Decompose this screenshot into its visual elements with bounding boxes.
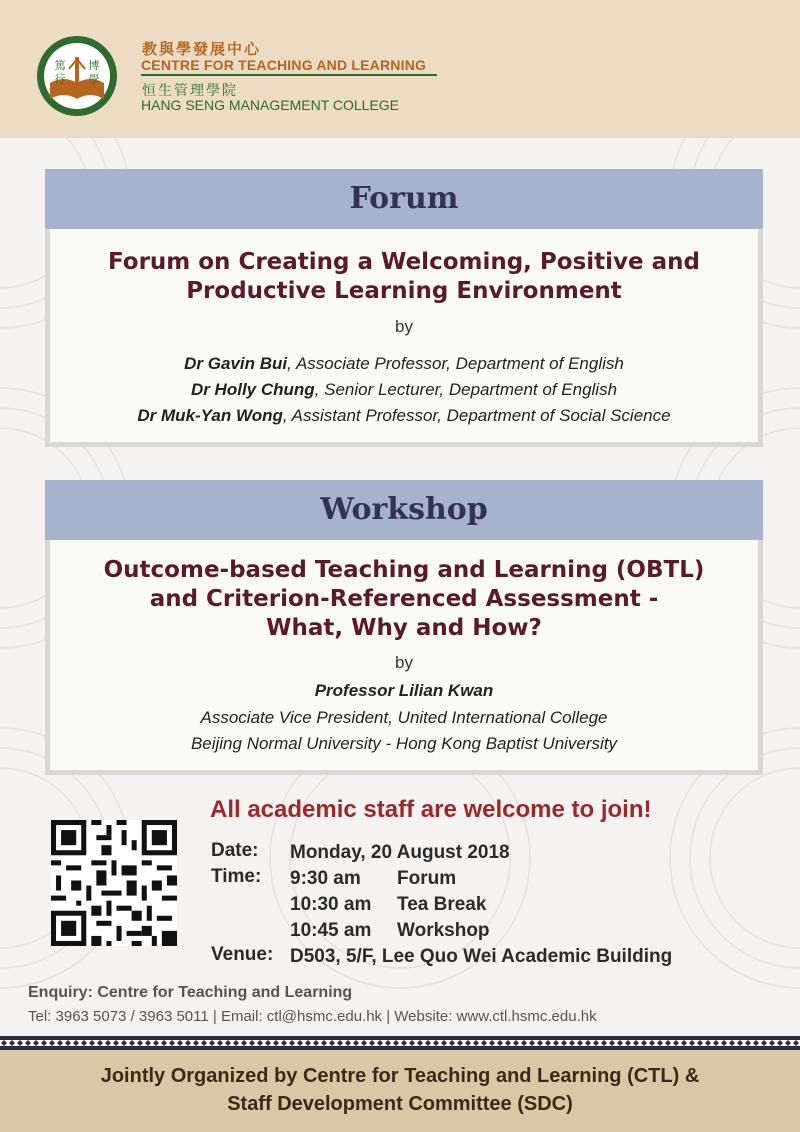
schedule-time: 10:30 am (290, 894, 372, 915)
forum-heading: Forum (349, 181, 459, 216)
logo-char-2: 博 (88, 59, 100, 72)
schedule-item: Forum (397, 868, 457, 889)
workshop-heading-bar (45, 480, 763, 540)
speaker-name: Dr Gavin Bui (184, 354, 288, 373)
welcome-message: All academic staff are welcome to join! (210, 796, 652, 823)
workshop-title-line-1: Outcome-based Teaching and Learning (OBTL) (103, 557, 705, 583)
footer-line-2: Staff Development Committee (SDC) (227, 1093, 573, 1115)
logo-char-4: 學 (88, 73, 100, 86)
footer-line-1: Jointly Organized by Centre for Teaching and Learning (CTL) & (100, 1065, 700, 1087)
logo-char-3: 行 (54, 73, 66, 86)
forum-by: by (395, 317, 413, 336)
workshop-by: by (395, 653, 413, 672)
date-label: Date: (211, 840, 259, 861)
speaker-role: , Assistant Professor, Department of Social Science (282, 406, 671, 425)
forum-title-line-2: Productive Learning Environment (186, 278, 622, 304)
workshop-heading: Workshop (320, 492, 488, 527)
schedule-time: 9:30 am (290, 868, 361, 889)
speaker-role: , Associate Professor, Department of English (287, 354, 624, 373)
schedule-item: Workshop (397, 920, 490, 941)
forum-heading-bar (45, 169, 763, 229)
date-value: Monday, 20 August 2018 (290, 842, 510, 863)
forum-speaker (50, 380, 758, 400)
decorative-border (0, 1036, 800, 1050)
header-divider (141, 74, 437, 76)
venue-label: Venue: (211, 944, 274, 965)
forum-panel (45, 169, 763, 447)
forum-speaker (50, 354, 758, 374)
venue-value: D503, 5/F, Lee Quo Wei Academic Building (290, 946, 673, 967)
centre-chinese-name: 教與學發展中心 (142, 40, 262, 58)
college-english-name: HANG SENG MANAGEMENT COLLEGE (141, 97, 400, 113)
schedule-item: Tea Break (397, 894, 487, 915)
speaker-name: Dr Holly Chung (190, 380, 315, 399)
forum-title-line-1: Forum on Creating a Welcoming, Positive and (107, 249, 700, 275)
enquiry-contacts[interactable]: Tel: 3963 5073 / 3963 5011 | Email: ctl@hsmc.edu.hk | Website: www.ctl.hsmc.edu.hk (28, 1008, 597, 1025)
speaker-role: , Senior Lecturer, Department of English (314, 380, 618, 399)
speaker-name: Dr Muk-Yan Wong (137, 406, 283, 425)
workshop-speaker-role-2: Beijing Normal University - Hong Kong Baptist University (190, 734, 618, 753)
college-logo (36, 35, 118, 117)
workshop-panel (45, 480, 763, 775)
centre-english-name: CENTRE FOR TEACHING AND LEARNING (141, 57, 427, 73)
logo-char-1: 篤 (54, 59, 66, 72)
footer-band (0, 1050, 800, 1132)
college-chinese-name: 恒生管理學院 (142, 83, 238, 99)
speaker-name: Professor Lilian Kwan (314, 681, 494, 700)
workshop-title-line-3: What, Why and How? (266, 615, 542, 641)
forum-speaker (50, 406, 758, 426)
header-band (0, 0, 800, 138)
enquiry-heading: Enquiry: Centre for Teaching and Learning (28, 984, 353, 1001)
workshop-speaker-role-1: Associate Vice President, United International College (200, 708, 608, 727)
workshop-title-line-2: and Criterion-Referenced Assessment - (149, 586, 659, 612)
schedule-time: 10:45 am (290, 920, 372, 941)
time-label: Time: (211, 866, 262, 887)
workshop-speaker-name (50, 681, 758, 701)
qr-code[interactable] (51, 820, 177, 946)
